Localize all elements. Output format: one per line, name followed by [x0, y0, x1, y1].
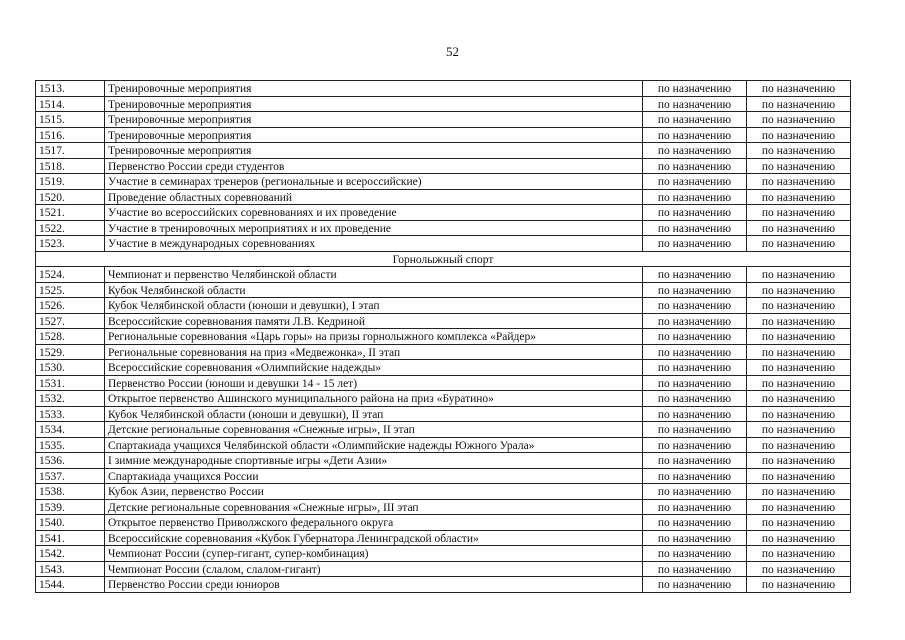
- row-number: 1520.: [36, 189, 105, 205]
- value-cell: по назначению: [747, 96, 851, 112]
- table-body-after-section: [36, 267, 851, 593]
- event-name: Участие в тренировочных мероприятиях и их проведение: [105, 220, 643, 236]
- value-cell: по назначению: [643, 112, 747, 128]
- value-cell: по назначению: [643, 236, 747, 252]
- table-row: [36, 577, 851, 593]
- value-cell: по назначению: [747, 205, 851, 221]
- event-name: Тренировочные мероприятия: [105, 96, 643, 112]
- value-cell: по назначению: [747, 453, 851, 469]
- value-cell: по назначению: [747, 313, 851, 329]
- event-name: Региональные соревнования на приз «Медвежонка», II этап: [105, 344, 643, 360]
- row-number: 1538.: [36, 484, 105, 500]
- table-row: [36, 344, 851, 360]
- table-row: [36, 375, 851, 391]
- section-header: [36, 251, 851, 267]
- events-table: [35, 80, 851, 593]
- event-name: Детские региональные соревнования «Снежные игры», III этап: [105, 499, 643, 515]
- row-number: 1531.: [36, 375, 105, 391]
- table-row: [36, 406, 851, 422]
- event-name: Участие в международных соревнованиях: [105, 236, 643, 252]
- value-cell: по назначению: [643, 329, 747, 345]
- value-cell: по назначению: [643, 174, 747, 190]
- table-row: [36, 391, 851, 407]
- row-number: 1528.: [36, 329, 105, 345]
- value-cell: по назначению: [747, 375, 851, 391]
- table-row: [36, 96, 851, 112]
- value-cell: по назначению: [643, 81, 747, 97]
- table-row: [36, 437, 851, 453]
- row-number: 1525.: [36, 282, 105, 298]
- value-cell: по назначению: [747, 127, 851, 143]
- row-number: 1522.: [36, 220, 105, 236]
- page-number: 52: [446, 44, 459, 59]
- event-name: Участие во всероссийских соревнованиях и их проведение: [105, 205, 643, 221]
- table-row: [36, 298, 851, 314]
- value-cell: по назначению: [643, 267, 747, 283]
- value-cell: по назначению: [643, 546, 747, 562]
- event-name: Первенство России среди студентов: [105, 158, 643, 174]
- event-name: Чемпионат и первенство Челябинской области: [105, 267, 643, 283]
- value-cell: по назначению: [747, 360, 851, 376]
- event-name: Спартакиада учащихся России: [105, 468, 643, 484]
- event-name: Спартакиада учащихся Челябинской области «Олимпийские надежды Южного Урала»: [105, 437, 643, 453]
- row-number: 1514.: [36, 96, 105, 112]
- value-cell: по назначению: [643, 344, 747, 360]
- table-row: [36, 530, 851, 546]
- row-number: 1535.: [36, 437, 105, 453]
- value-cell: по назначению: [747, 344, 851, 360]
- value-cell: по назначению: [747, 499, 851, 515]
- table-row: [36, 127, 851, 143]
- row-number: 1532.: [36, 391, 105, 407]
- event-name: Кубок Азии, первенство России: [105, 484, 643, 500]
- event-name: Региональные соревнования «Царь горы» на призы горнолыжного комплекса «Райдер»: [105, 329, 643, 345]
- event-name: Чемпионат России (слалом, слалом-гигант): [105, 561, 643, 577]
- value-cell: по назначению: [747, 236, 851, 252]
- row-number: 1517.: [36, 143, 105, 159]
- value-cell: по назначению: [747, 422, 851, 438]
- row-number: 1519.: [36, 174, 105, 190]
- event-name: Кубок Челябинской области (юноши и девушки), I этап: [105, 298, 643, 314]
- value-cell: по назначению: [643, 484, 747, 500]
- value-cell: по назначению: [643, 205, 747, 221]
- value-cell: по назначению: [747, 267, 851, 283]
- value-cell: по назначению: [643, 406, 747, 422]
- event-name: Тренировочные мероприятия: [105, 81, 643, 97]
- value-cell: по назначению: [747, 530, 851, 546]
- value-cell: по назначению: [747, 515, 851, 531]
- value-cell: по назначению: [643, 298, 747, 314]
- event-name: Всероссийские соревнования «Кубок Губернатора Ленинградской области»: [105, 530, 643, 546]
- value-cell: по назначению: [643, 360, 747, 376]
- value-cell: по назначению: [747, 220, 851, 236]
- value-cell: по назначению: [643, 96, 747, 112]
- row-number: 1516.: [36, 127, 105, 143]
- event-name: Всероссийские соревнования «Олимпийские надежды»: [105, 360, 643, 376]
- value-cell: по назначению: [747, 484, 851, 500]
- table-row: [36, 360, 851, 376]
- value-cell: по назначению: [747, 81, 851, 97]
- value-cell: по назначению: [643, 422, 747, 438]
- row-number: 1544.: [36, 577, 105, 593]
- event-name: Первенство России (юноши и девушки 14 - 15 лет): [105, 375, 643, 391]
- value-cell: по назначению: [643, 468, 747, 484]
- event-name: Детские региональные соревнования «Снежные игры», II этап: [105, 422, 643, 438]
- table-row: [36, 515, 851, 531]
- table-row: [36, 468, 851, 484]
- value-cell: по назначению: [643, 143, 747, 159]
- table-row: [36, 561, 851, 577]
- row-number: 1515.: [36, 112, 105, 128]
- table-row: [36, 112, 851, 128]
- row-number: 1540.: [36, 515, 105, 531]
- value-cell: по назначению: [747, 112, 851, 128]
- value-cell: по назначению: [643, 577, 747, 593]
- row-number: 1539.: [36, 499, 105, 515]
- table-row: [36, 220, 851, 236]
- value-cell: по назначению: [643, 499, 747, 515]
- value-cell: по назначению: [643, 515, 747, 531]
- value-cell: по назначению: [747, 158, 851, 174]
- value-cell: по назначению: [747, 391, 851, 407]
- event-name: Кубок Челябинской области (юноши и девушки), II этап: [105, 406, 643, 422]
- row-number: 1529.: [36, 344, 105, 360]
- table-row: [36, 453, 851, 469]
- value-cell: по назначению: [747, 189, 851, 205]
- table-row: [36, 267, 851, 283]
- row-number: 1524.: [36, 267, 105, 283]
- table-row: [36, 313, 851, 329]
- value-cell: по назначению: [643, 189, 747, 205]
- event-name: Кубок Челябинской области: [105, 282, 643, 298]
- table-row: [36, 81, 851, 97]
- value-cell: по назначению: [747, 437, 851, 453]
- value-cell: по назначению: [643, 158, 747, 174]
- row-number: 1523.: [36, 236, 105, 252]
- event-name: Чемпионат России (супер-гигант, супер-комбинация): [105, 546, 643, 562]
- value-cell: по назначению: [747, 282, 851, 298]
- value-cell: по назначению: [747, 546, 851, 562]
- event-name: Открытое первенство Ашинского муниципального района на приз «Буратино»: [105, 391, 643, 407]
- section-title: Горнолыжный спорт: [36, 251, 851, 267]
- event-name: Проведение областных соревнований: [105, 189, 643, 205]
- table-row: [36, 205, 851, 221]
- value-cell: по назначению: [643, 391, 747, 407]
- row-number: 1541.: [36, 530, 105, 546]
- value-cell: по назначению: [747, 468, 851, 484]
- row-number: 1518.: [36, 158, 105, 174]
- table-row: [36, 282, 851, 298]
- event-name: Тренировочные мероприятия: [105, 143, 643, 159]
- value-cell: по назначению: [747, 577, 851, 593]
- row-number: 1533.: [36, 406, 105, 422]
- table-row: [36, 546, 851, 562]
- value-cell: по назначению: [643, 453, 747, 469]
- table-row: [36, 158, 851, 174]
- table-row: [36, 499, 851, 515]
- section-row: [36, 251, 851, 267]
- value-cell: по назначению: [643, 220, 747, 236]
- event-name: Тренировочные мероприятия: [105, 127, 643, 143]
- row-number: 1526.: [36, 298, 105, 314]
- table-row: [36, 236, 851, 252]
- event-name: I зимние международные спортивные игры «Дети Азии»: [105, 453, 643, 469]
- table-row: [36, 174, 851, 190]
- value-cell: по назначению: [747, 143, 851, 159]
- event-name: Открытое первенство Приволжского федерального округа: [105, 515, 643, 531]
- value-cell: по назначению: [643, 127, 747, 143]
- row-number: 1537.: [36, 468, 105, 484]
- value-cell: по назначению: [643, 530, 747, 546]
- event-name: Тренировочные мероприятия: [105, 112, 643, 128]
- table-row: [36, 329, 851, 345]
- row-number: 1527.: [36, 313, 105, 329]
- value-cell: по назначению: [643, 437, 747, 453]
- row-number: 1530.: [36, 360, 105, 376]
- event-name: Первенство России среди юниоров: [105, 577, 643, 593]
- table-row: [36, 189, 851, 205]
- value-cell: по назначению: [747, 561, 851, 577]
- value-cell: по назначению: [643, 313, 747, 329]
- row-number: 1542.: [36, 546, 105, 562]
- row-number: 1543.: [36, 561, 105, 577]
- row-number: 1534.: [36, 422, 105, 438]
- value-cell: по назначению: [747, 329, 851, 345]
- value-cell: по назначению: [643, 375, 747, 391]
- table-body-before-section: [36, 81, 851, 252]
- value-cell: по назначению: [643, 561, 747, 577]
- table-row: [36, 484, 851, 500]
- table-row: [36, 143, 851, 159]
- value-cell: по назначению: [643, 282, 747, 298]
- row-number: 1513.: [36, 81, 105, 97]
- table-row: [36, 422, 851, 438]
- event-name: Участие в семинарах тренеров (региональные и всероссийские): [105, 174, 643, 190]
- value-cell: по назначению: [747, 298, 851, 314]
- value-cell: по назначению: [747, 174, 851, 190]
- value-cell: по назначению: [747, 406, 851, 422]
- row-number: 1536.: [36, 453, 105, 469]
- event-name: Всероссийские соревнования памяти Л.В. Кедриной: [105, 313, 643, 329]
- row-number: 1521.: [36, 205, 105, 221]
